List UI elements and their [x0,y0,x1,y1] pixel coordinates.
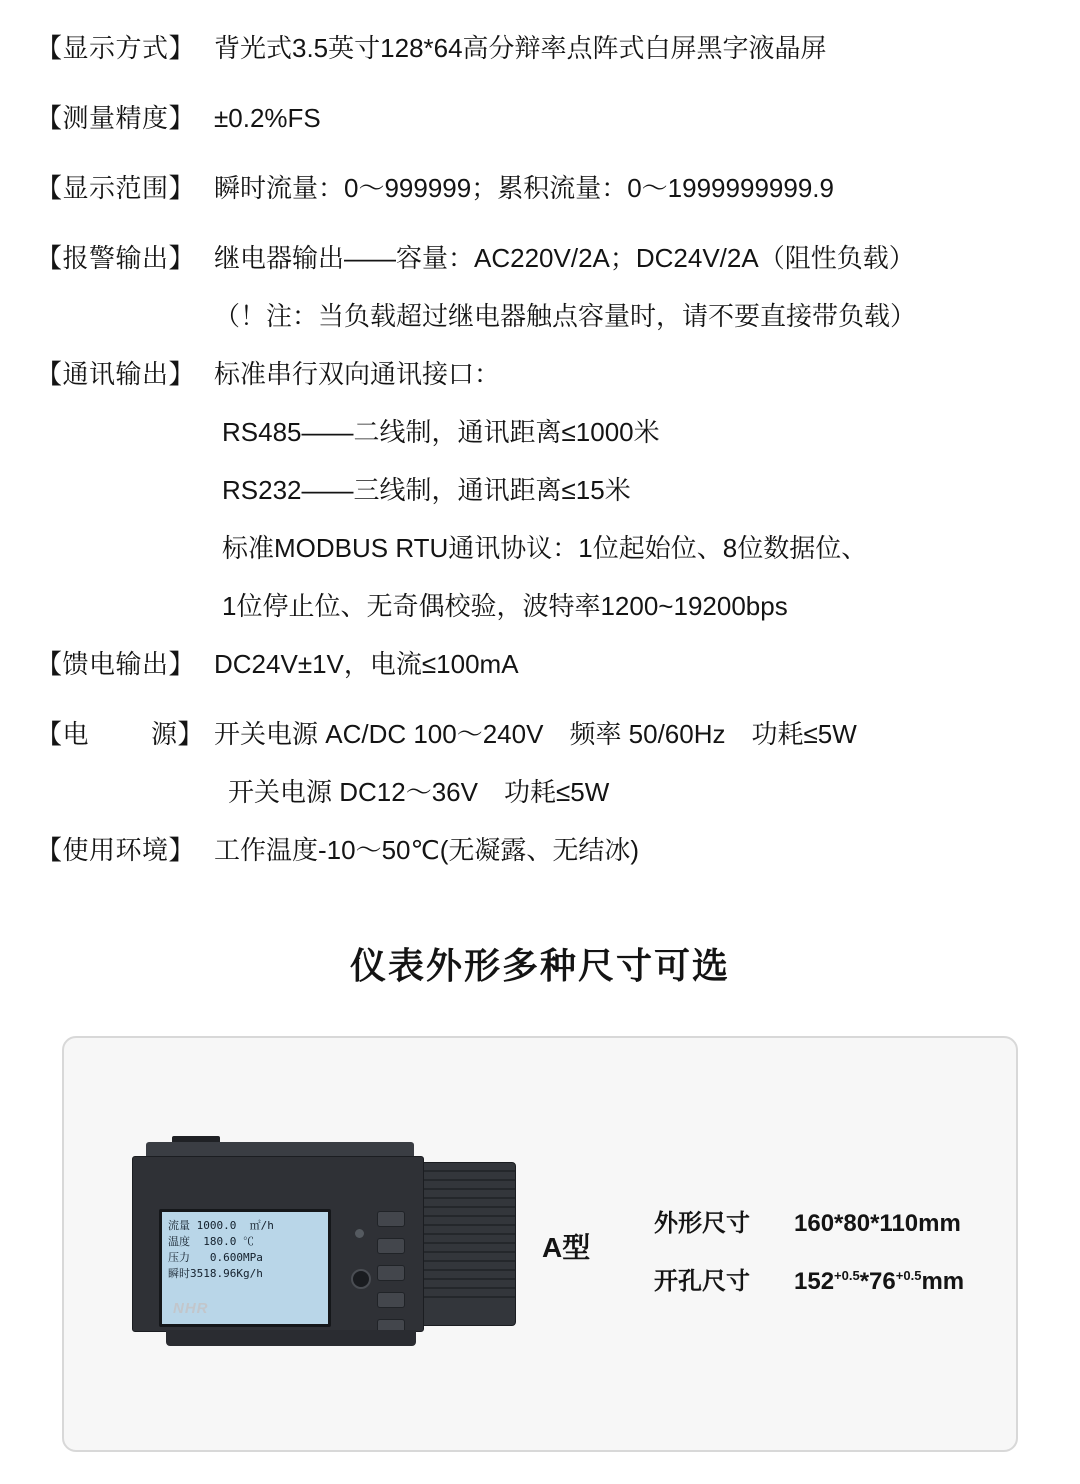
dimension-tolerance: +0.5 [834,1268,860,1283]
lcd-line: 压力 0.600MPa [168,1251,263,1264]
spec-row [0,354,1080,394]
spec-row [0,168,1080,208]
spec-label: 【馈电输出】 [36,649,196,679]
spec-row [0,98,1080,138]
spec-subline: 开关电源 DC12～36V 功耗≤5W [228,777,610,807]
spec-value: 开关电源 AC/DC 100～240V 频率 50/60Hz 功耗≤5W [214,719,857,749]
spec-label-right: 源】 [150,719,204,749]
model-label: A型 [542,1232,591,1263]
dimension-value: 152 [794,1268,835,1295]
dimension-unit: mm [921,1268,965,1295]
device-button [377,1211,405,1227]
lcd-line: 温度 180.0 ℃ [168,1235,254,1248]
spec-value: 背光式3.5英寸128*64高分辩率点阵式白屏黑字液晶屏 [214,33,827,63]
spec-value: ±0.2%FS [214,103,321,133]
section-title: 仪表外形多种尺寸可选 [349,945,730,986]
spec-label [36,714,204,754]
spec-label: 【使用环境】 [36,835,196,865]
device-button [377,1265,405,1281]
dimensions-block [654,1198,964,1308]
product-panel [62,1036,1018,1452]
spec-subline: RS232——三线制，通讯距离≤15米 [222,475,631,505]
device-brand-logo: NHR [173,1300,209,1317]
dimension-value: 160*80*110mm [794,1210,961,1237]
dimension-tolerance: +0.5 [895,1268,922,1283]
dimension-row-cutout [654,1250,964,1308]
spec-row [0,28,1080,68]
device-knob [351,1269,371,1289]
device-button [377,1238,405,1254]
spec-row [0,830,1080,870]
specifications-list [0,28,1080,900]
device-base [166,1330,416,1346]
spec-subline: 标准MODBUS RTU通讯协议：1位起始位、8位数据位、 [222,533,868,563]
spec-value: 标准串行双向通讯接口： [214,359,501,389]
dimension-key: 开孔尺寸 [654,1268,750,1295]
device-illustration [124,1128,554,1358]
spec-row [0,644,1080,684]
spec-value: DC24V±1V，电流≤100mA [214,649,519,679]
spec-label: 【测量精度】 [36,103,196,133]
lcd-line: 瞬时3518.96Kg/h [168,1267,263,1280]
device-heatsink [420,1162,516,1326]
spec-subline: （！注：当负载超过继电器触点容量时，请不要直接带负载） [214,301,917,331]
device-button-group [377,1211,411,1346]
device-body [132,1156,424,1332]
dimension-mid: *76 [859,1268,896,1295]
spec-subline: RS485——二线制，通讯距离≤1000米 [222,417,660,447]
spec-row [0,238,1080,278]
spec-subline: 1位停止位、无奇偶校验，波特率1200~19200bps [222,591,788,621]
spec-label: 【显示方式】 [36,33,196,63]
dimension-row-outline [654,1198,964,1250]
spec-label-left: 【电 [36,719,90,749]
spec-value: 瞬时流量：0～999999；累积流量：0～1999999999.9 [214,173,834,203]
spec-value: 继电器输出——容量：AC220V/2A；DC24V/2A（阻性负载） [214,243,915,273]
lcd-line: 流量 1000.0 ㎡/h [168,1219,274,1232]
device-button [377,1292,405,1308]
spec-label: 【通讯输出】 [36,359,196,389]
spec-row [0,714,1080,754]
dimension-key: 外形尺寸 [654,1210,750,1237]
spec-label: 【报警输出】 [36,243,196,273]
device-indicator-led [355,1229,364,1238]
spec-value: 工作温度-10～50℃(无凝露、无结冰) [214,835,640,865]
spec-label: 【显示范围】 [36,173,196,203]
